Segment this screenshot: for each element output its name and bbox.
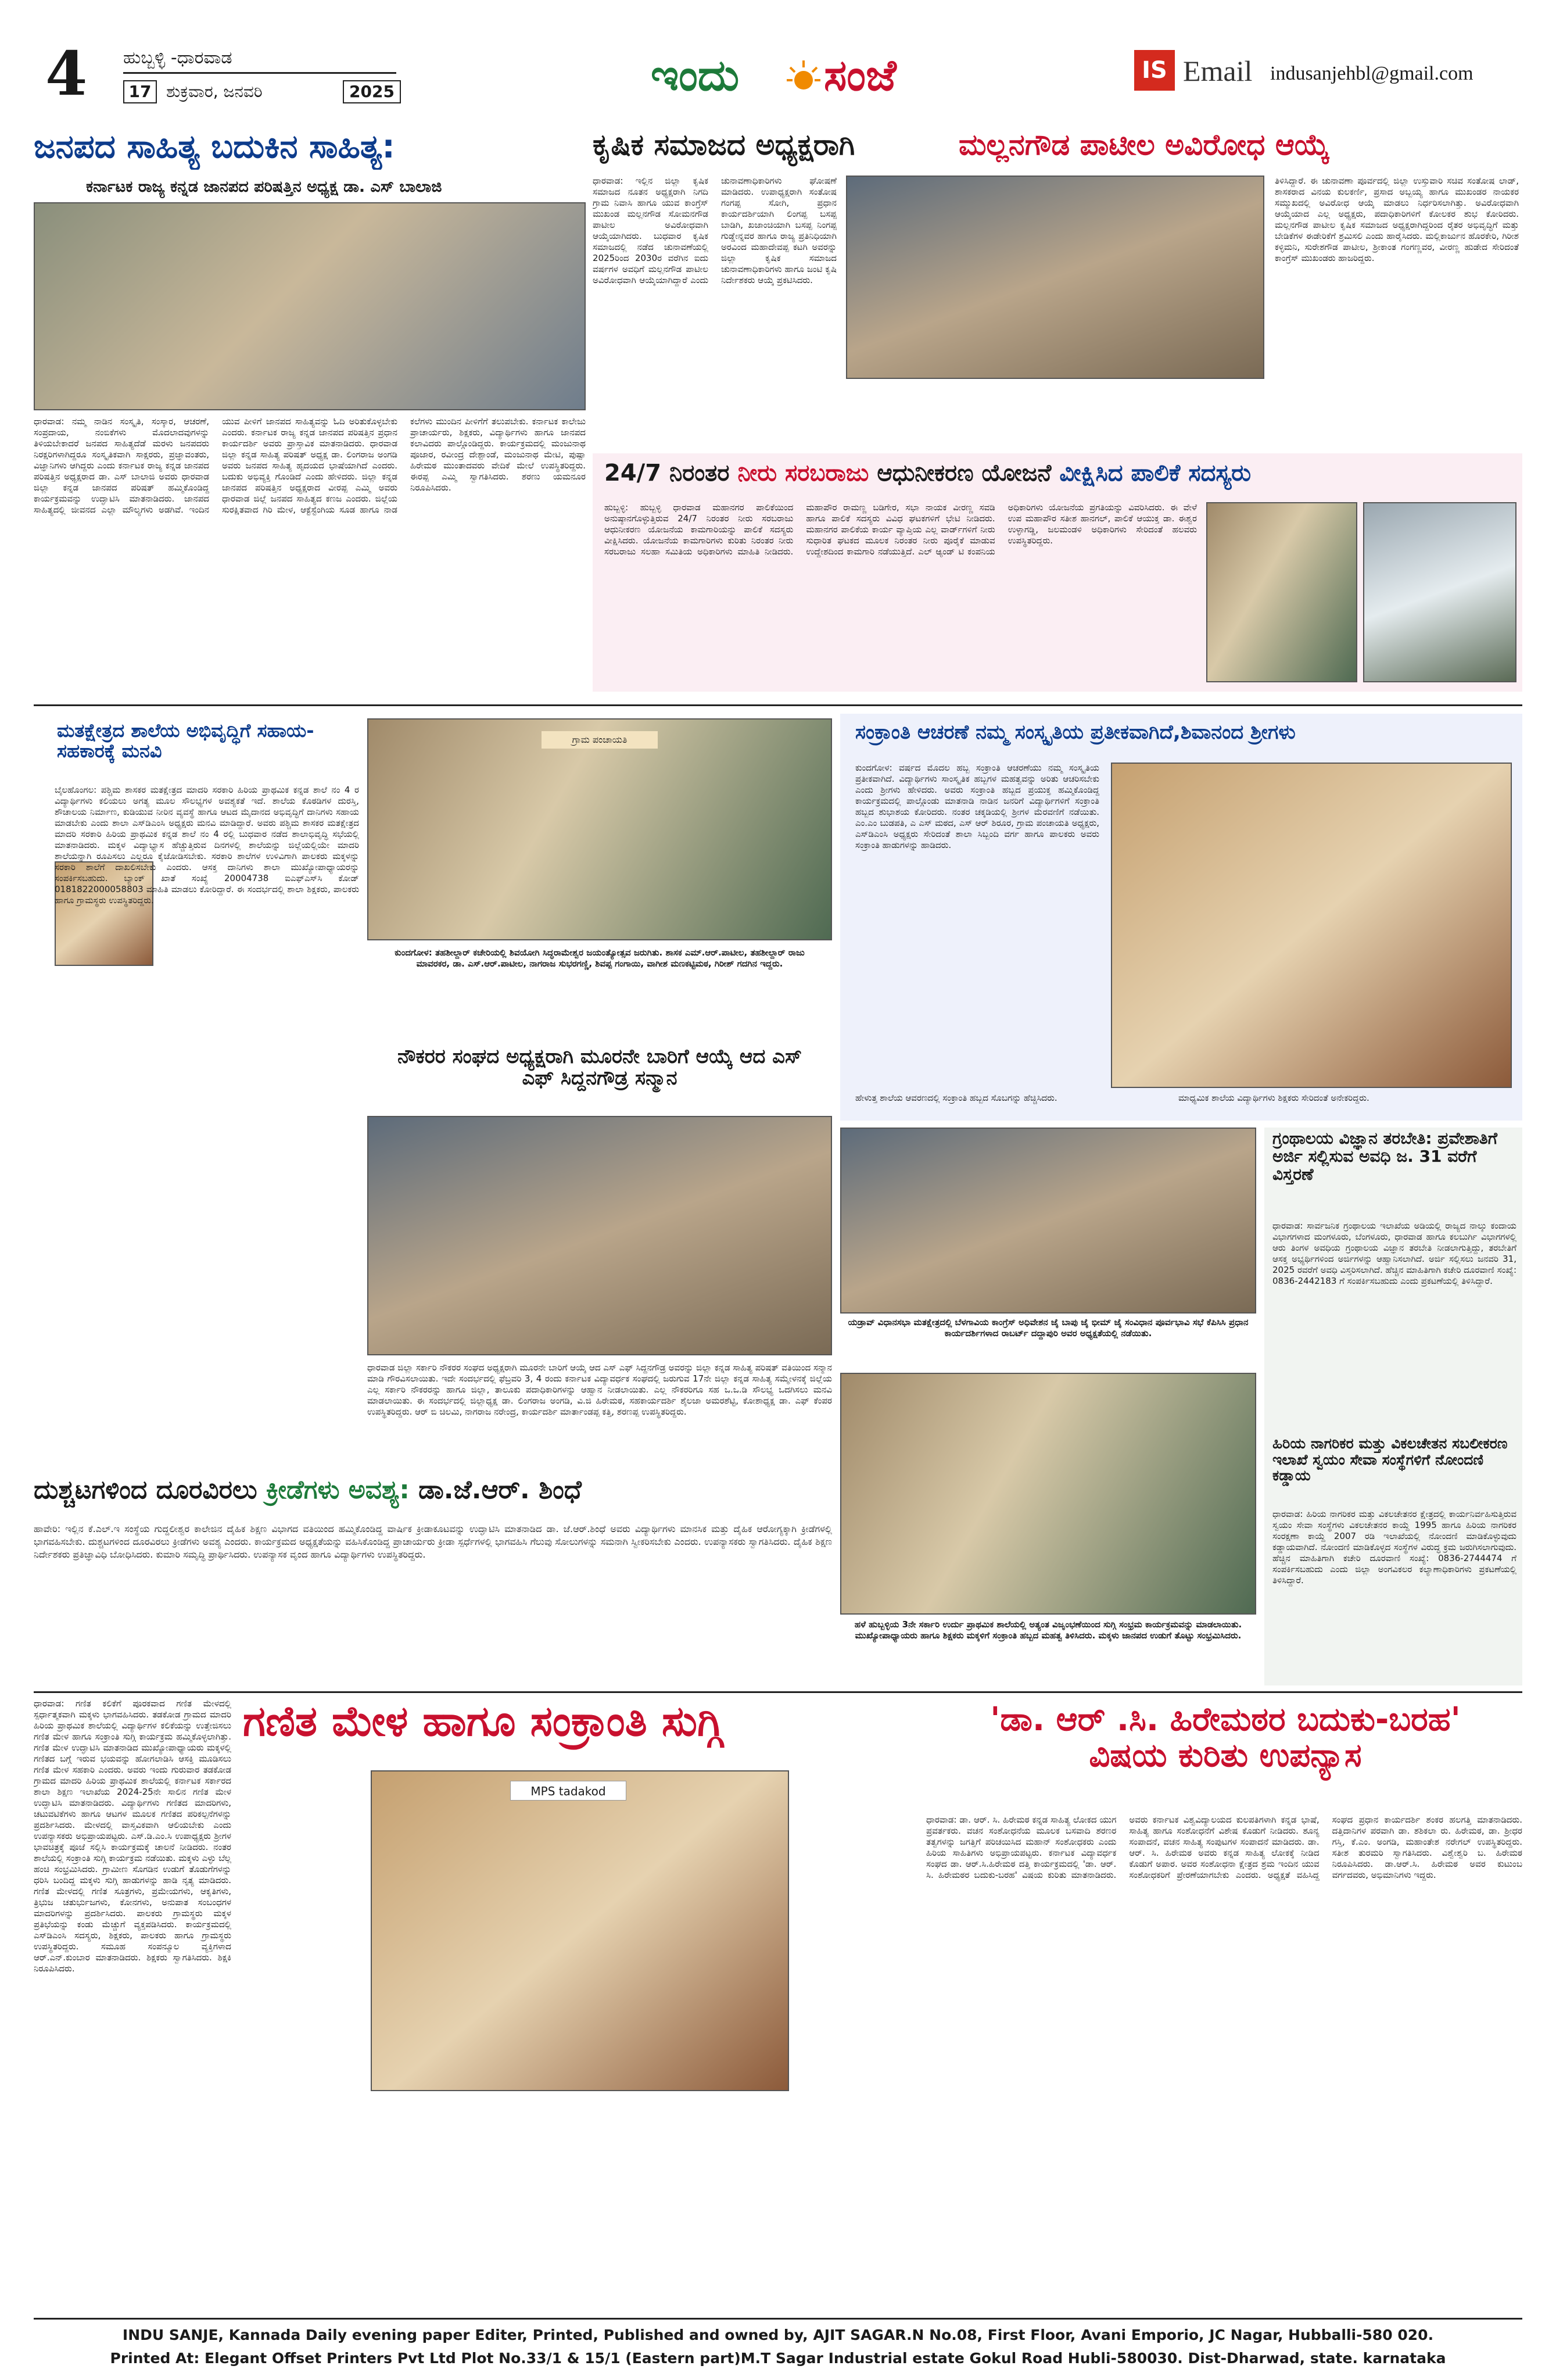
headline-2: ಹಿರಿಯ ನಾಗರಿಕರ ಮತ್ತು ವಿಕಲಚೇತನ ಸಬಲೀಕರಣ ಇಲಾಖೆ ಸ್ವಯಂ ಸೇವಾ ಸಂಸ್ಥೆಗಳಿಗೆ ನೋಂದಣಿ ಕಡ್ಡಾಯ	[1272, 1436, 1508, 1484]
story-body: ಬೈಲಹೊಂಗಲ: ಪಶ್ಚಿಮ ಶಾಸಕರ ಮತಕ್ಷೇತ್ರದ ಮಾದರಿ ಸರಕಾರಿ ಹಿರಿಯ ಪ್ರಾಥಮಿಕ ಕನ್ನಡ ಶಾಲೆ ನಂ 4 ರ ವಿದ್ಯಾರ್ಥಿಗಳು ಕಲಿಯಲು ಅಗತ್ಯ ಮೂಲ ಸೌಲಭ್ಯಗಳ ಅವಶ್ಯಕತೆ ಇದೆ. ಶಾಲೆಯ ಕೊಠಡಿಗಳ ದುರಸ್ತಿ, ಶೌಚಾಲಯ ನಿರ್ಮಾಣ, ಕುಡಿಯುವ ನೀರಿನ ವ್ಯವಸ್ಥೆ ಹಾಗೂ ಆಟದ ಮೈದಾನದ ಅಭಿವೃದ್ಧಿಗೆ ದಾನಿಗಳು ಸಹಾಯ ಮಾಡಬೇಕು ಎಂದು ಶಾಲಾ ಎಸ್‌ಡಿಎಂಸಿ ಅಧ್ಯಕ್ಷರು ಮನವಿ ಮಾಡಿದ್ದಾರೆ. ಅವರು ಪಶ್ಚಿಮ ಶಾಸಕರ ಮತಕ್ಷೇತ್ರದ ಮಾದರಿ ಸರಕಾರಿ ಹಿರಿಯ ಪ್ರಾಥಮಿಕ ಕನ್ನಡ ಶಾಲೆ ನಂ 4 ರಲ್ಲಿ ಬುಧವಾರ ನಡೆದ ಶಾಲಾಭಿವೃದ್ಧಿ ಸಭೆಯಲ್ಲಿ ಮಾತನಾಡಿದರು. ಮಕ್ಕಳ ವಿದ್ಯಾಭ್ಯಾಸ ಹೆಚ್ಚುತ್ತಿರುವ ದಿನಗಳಲ್ಲಿ ಶಾಲೆಯನ್ನು ಜಿಲ್ಲೆಯಲ್ಲಿಯೇ ಮಾದರಿ ಶಾಲೆಯನ್ನಾಗಿ ರೂಪಿಸಲು ಎಲ್ಲರೂ ಕೈಜೋಡಿಸಬೇಕು. ಸರಕಾರಿ ಶಾಲೆಗಳ ಉಳಿವಿಗಾಗಿ ಪಾಲಕರು ಮಕ್ಕಳನ್ನು ಸರಕಾರಿ ಶಾಲೆಗೆ ದಾಖಲಿಸಬೇಕು ಎಂದರು. ಆಸಕ್ತ ದಾನಿಗಳು ಶಾಲಾ ಮುಖ್ಯೋಪಾಧ್ಯಾಯರನ್ನು ಸಂಪರ್ಕಿಸಬಹುದು. ಬ್ಯಾಂಕ್ ಖಾತೆ ಸಂಖ್ಯೆ 20004738 ಐಎಫ್ಎಸ್‌ಸಿ ಕೋಡ್ 0181822000058803 ಮಾಹಿತಿ ಮಾಡಲು ಕೋರಿದ್ದಾರೆ. ಈ ಸಂದರ್ಭದಲ್ಲಿ ಶಾಲಾ ಶಿಕ್ಷಕರು, ಪಾಲಕರು ಹಾಗೂ ಗ್ರಾಮಸ್ಥರು ಉಪಸ್ಥಿತರಿದ್ದರು.	[55, 785, 359, 906]
suggi-photo	[840, 1373, 1256, 1615]
place-label: ಹುಬ್ಬಳ್ಳಿ -ಧಾರವಾಡ	[123, 48, 232, 68]
banner-sign: ಗ್ರಾಮ ಪಂಚಾಯತಿ	[542, 731, 658, 749]
story-body: ಧಾರವಾಡ ಜಿಲ್ಲಾ ಸರ್ಕಾರಿ ನೌಕರರ ಸಂಘದ ಅಧ್ಯಕ್ಷರಾಗಿ ಮೂರನೇ ಬಾರಿಗೆ ಆಯ್ಕೆ ಆದ ಎಸ್ ಎಫ್ ಸಿದ್ದನಗೌಡ್ರ ಅವರನ್ನು ಜಿಲ್ಲಾ ಕನ್ನಡ ಸಾಹಿತ್ಯ ಪರಿಷತ್ ವತಿಯಿಂದ ಸನ್ಮಾನ ಮಾಡಿ ಗೌರವಿಸಲಾಯಿತು. ಇದೇ ಸಂದರ್ಭದಲ್ಲಿ ಫೆಬ್ರವರಿ 3, 4 ರಂದು ಕರ್ನಾಟಕ ವಿದ್ಯಾವರ್ಧಕ ಸಂಘದಲ್ಲಿ ಜರುಗುವ 17ನೇ ಜಿಲ್ಲಾ ಕನ್ನಡ ಸಾಹಿತ್ಯ ಸಮ್ಮೇಳನಕ್ಕೆ ಜಿಲ್ಲೆಯ ಎಲ್ಲ ಸರ್ಕಾರಿ ನೌಕರರನ್ನು ಹಾಗೂ ಜಿಲ್ಲಾ, ತಾಲೂಕು ಪದಾಧಿಕಾರಿಗಳನ್ನು ಆಹ್ವಾನ ನೀಡಲಾಯಿತು. ಎಲ್ಲ ನೌಕರರಿಗೂ ಸಹ ಒ.ಒ.ಡಿ ಸೌಲಭ್ಯ ಒದಗಿಸಲು ಮನವಿ ಮಾಡಲಾಯಿತು. ಈ ಸಂದರ್ಭದಲ್ಲಿ ಜಿಲ್ಲಾಧ್ಯಕ್ಷ ಡಾ. ಲಿಂಗರಾಜ ಅಂಗಡಿ, ವಿ.ಜಿ ಹಿರೇಮಠ, ಸಹಕಾರ್ಯದರ್ಶಿ ಶೈಲಜಾ ಅಮರಶೆಟ್ಟಿ, ಕೋಶಾಧ್ಯಕ್ಷ ಡಾ. ಎಫ್ ಕೆಂಪರ ಉಪಸ್ಥಿತರಿದ್ದರು. ಆರ್ ಬಿ ಚಿಲಮಿ, ನಾಗರಾಜ ನರೇಂದ್ರ, ಕಾರ್ಯದರ್ಶಿ ಮಾರ್ತಾಂಡಪ್ಪ ಕತ್ತಿ, ಶರಣಪ್ಪ ಉಪಸ್ಥಿತರಿದ್ದರು.	[367, 1362, 832, 1417]
story-suggi-urdu-school	[840, 1373, 1256, 1681]
story-janapada	[34, 122, 586, 692]
headline: ಸಂಕ್ರಾಂತಿ ಆಚರಣೆ ನಮ್ಮ ಸಂಸ್ಕೃತಿಯ ಪ್ರತೀಕವಾಗಿದೆ,ಶಿವಾನಂದ ಶ್ರೀಗಳು	[855, 722, 1296, 744]
headline-part1: 24/7 ನಿರಂತರ	[604, 460, 730, 486]
story-school-appeal	[34, 714, 359, 1469]
date-rule	[123, 72, 396, 74]
email-label: Email	[1183, 55, 1253, 87]
section-divider	[34, 704, 1522, 706]
headline-part1: ಕೃಷಿಕ ಸಮಾಜದ ಅಧ್ಯಕ್ಷರಾಗಿ	[593, 129, 855, 162]
story-body-right-col	[801, 1770, 917, 2305]
story-body: ಧಾರವಾಡ: ನಮ್ಮ ನಾಡಿನ ಸಂಸ್ಕೃತಿ, ಸಂಸ್ಕಾರ, ಆಚರಣೆ, ಸಂಪ್ರದಾಯ, ನಂಬಿಕೆಗಳು ಮೊದಲಾದವುಗಳನ್ನು ತಿಳಿಯಬೇಕಾದರೆ ಜನಪದ ಸಾಹಿತ್ಯದೆಡೆ ಮರಳು ಜನಪದರು ನಿರಕ್ಷರಿಗಳಾಗಿದ್ದರೂ ಸಂಸ್ಕೃತಿಕವಾಗಿ ಸಾಕ್ಷರರು, ಪ್ರಜ್ಞಾವಂತರು, ವಿಜ್ಞಾನಿಗಳು ಆಗಿದ್ದರು ಎಂದು ಕರ್ನಾಟಕ ರಾಜ್ಯ ಕನ್ನಡ ಜಾನಪದ ಪರಿಷತ್ತಿನ ಅಧ್ಯಕ್ಷರಾದ ಡಾ. ಎಸ್ ಬಾಲಾಜಿ ಅವರು ಧಾರವಾಡ ಜಿಲ್ಲಾ ಕನ್ನಡ ಜಾನಪದ ಪರಿಷತ್ ಹಮ್ಮಿಕೊಂಡಿದ್ದ ಕಾರ್ಯಕ್ರಮವನ್ನು ಉದ್ಘಾಟಿಸಿ ಮಾತನಾಡಿದರು. ಜಾನಪದ ಸಾಹಿತ್ಯದಲ್ಲಿ ಜೀವನದ ಎಲ್ಲಾ ಮೌಲ್ಯಗಳು ಅಡಗಿವೆ. ಇಂದಿನ ಯುವ ಪೀಳಿಗೆ ಜಾನಪದ ಸಾಹಿತ್ಯವನ್ನು ಓದಿ ಅರಿತುಕೊಳ್ಳಬೇಕು ಎಂದರು. ಕರ್ನಾಟಕ ರಾಜ್ಯ ಕನ್ನಡ ಜಾನಪದ ಪರಿಷತ್ತಿನ ಪ್ರಧಾನ ಕಾರ್ಯದರ್ಶಿ ಅವರು ಪ್ರಾಸ್ತಾವಿಕ ಮಾತನಾಡಿದರು. ಧಾರವಾಡ ಜಿಲ್ಲಾ ಕನ್ನಡ ಸಾಹಿತ್ಯ ಪರಿಷತ್ ಅಧ್ಯಕ್ಷ ಡಾ. ಲಿಂಗರಾಜ ಅಂಗಡಿ ಅವರು ಜನಪದ ಸಾಹಿತ್ಯ ಹೃದಯದ ಭಾಷೆಯಾಗಿದೆ ಎಂದರು. ಬದುಕು ಅಭಿವ್ಯಕ್ತಿ ಗೊಂಡಿದೆ ಎಂದು ಹೇಳಿದರು. ಜಿಲ್ಲಾ ಕನ್ನಡ ಜಾನಪದ ಪರಿಷತ್ತಿನ ಅಧ್ಯಕ್ಷರಾದ ವೀರಪ್ಪ ಎಮ್ಮಿ ಅವರು ಧಾರವಾಡ ಜಿಲ್ಲೆ ಜನಪದ ಸಾಹಿತ್ಯದ ಕಣಜ ಎಂದರು. ಜಿಲ್ಲೆಯ ಸುರಕ್ಷಿತವಾದ ಗಿರಿ ಮೇಳ, ಆಕ್ಟೆಸ್ಟೆಂಗಿಯ ಸೂಡ ಹಾಗೂ ನಾಡ ಕಲೆಗಳು ಮುಂದಿನ ಪೀಳಿಗೆಗೆ ತಲುಪಬೇಕು. ಕರ್ನಾಟಕ ಕಾಲೇಜು ಪ್ರಾಚಾರ್ಯರು, ಶಿಕ್ಷಕರು, ವಿದ್ಯಾರ್ಥಿಗಳು ಹಾಗೂ ಜಾನಪದ ಕಲಾವಿದರು ಪಾಲ್ಗೊಂಡಿದ್ದರು. ಕಾರ್ಯಕ್ರಮದಲ್ಲಿ ಮಂಜುನಾಥ ಪೂಜಾರ, ರವೀಂದ್ರ ದೇಶ್ಪಾಂಡೆ, ಮಂಜುನಾಥ ಮೇಟಿ, ಪುಷ್ಪಾ ಹಿರೇಮಠ ಮುಂತಾದವರು ವೇದಿಕೆ ಮೇಲೆ ಉಪಸ್ಥಿತರಿದ್ದರು. ಈರಪ್ಪ ಎಮ್ಮಿ ಸ್ವಾಗತಿಸಿದರು. ಶರಣು ಯಮನೂರ ನಿರೂಪಿಸಿದರು.	[34, 416, 586, 515]
story-body: ಹುಬ್ಬಳ್ಳಿ: ಹುಬ್ಬಳ್ಳಿ ಧಾರವಾಡ ಮಹಾನಗರ ಪಾಲಿಕೆಯಿಂದ ಅನುಷ್ಠಾನಗೊಳ್ಳುತ್ತಿರುವ 24/7 ನಿರಂತರ ನೀರು ಸರಬರಾಜು ಆಧುನೀಕರಣ ಯೋಜನೆಯ ಕಾಮಗಾರಿಯನ್ನು ಪಾಲಿಕೆ ಸದಸ್ಯರು ವೀಕ್ಷಿಸಿದರು. ಯೋಜನೆಯ ಕಾಮಗಾರಿಗಳು ಕುರಿತು ನಿರಂತರ ನೀರು ಸರಬರಾಜು ಸಲಹಾ ಸಮಿತಿಯ ಅಧಿಕಾರಿಗಳು ಮಾಹಿತಿ ನೀಡಿದರು. ಮಹಾಪೌರ ರಾಮಣ್ಣ ಬಡಿಗೇರ, ಸಭಾ ನಾಯಕ ವೀರಣ್ಣ ಸವಡಿ ಹಾಗೂ ಪಾಲಿಕೆ ಸದಸ್ಯರು ವಿವಿಧ ಘಟಕಗಳಿಗೆ ಭೇಟಿ ನೀಡಿದರು. ಮಹಾನಗರ ಪಾಲಿಕೆಯ ಕಾರ್ಯ ವ್ಯಾಪ್ತಿಯ ಎಲ್ಲ ವಾರ್ಡ್‌ಗಳಿಗೆ ನೀರು ಸುಧಾರಿತ ಘಟಕದ ಮೂಲಕ ನಿರಂತರ ನೀರು ಪೂರೈಕೆ ಮಾಡುವ ಉದ್ದೇಶದಿಂದ ಕಾಮಗಾರಿ ನಡೆಯುತ್ತಿದೆ. ಎಲ್ ಆ್ಯಂಡ್ ಟಿ ಕಂಪನಿಯ ಅಧಿಕಾರಿಗಳು ಯೋಜನೆಯ ಪ್ರಗತಿಯನ್ನು ವಿವರಿಸಿದರು. ಈ ವೇಳೆ ಉಪ ಮಹಾಪೌರ ಸತೀಶ ಹಾನಗಲ್, ಪಾಲಿಕೆ ಆಯುಕ್ತ ಡಾ. ಈಶ್ವರ ಉಳ್ಳಾಗಡ್ಡಿ, ಜಲಮಂಡಳಿ ಅಧಿಕಾರಿಗಳು ಸೇರಿದಂತೆ ಹಲವರು ಉಪಸ್ಥಿತರಿದ್ದರು.	[604, 502, 1197, 557]
photo-label: MPS tadakod	[510, 1781, 626, 1801]
story-body-right: ತಿಳಿಸಿದ್ದಾರೆ. ಈ ಚುನಾವಣಾ ಪೂರ್ವದಲ್ಲಿ ಜಿಲ್ಲಾ ಉಸ್ತುವಾರಿ ಸಚಿವ ಸಂತೋಷ ಲಾಡ್, ಶಾಸಕರಾದ ವಿನಯ ಕುಲಕರ್ಣಿ, ಪ್ರಸಾದ ಅಬ್ಬಯ್ಯ ಹಾಗೂ ಮುಖಂಡರ ನಾಯಕರ ಸಮ್ಮುಖದಲ್ಲಿ ಅವಿರೋಧ ಆಯ್ಕೆ ಮಾಡಲು ನಿರ್ಧರಿಸಲಾಗಿತ್ತು. ಅವಿರೋಧವಾಗಿ ಆಯ್ಕೆಯಾದ ಎಲ್ಲ ಅಧ್ಯಕ್ಷರು, ಪದಾಧಿಕಾರಿಗಳಿಗೆ ಕೋಲಕರ ಶುಭ ಕೋರಿದರು. ಮಲ್ಲನಗೌಡ ಪಾಟೀಲ ಕೃಷಿಕ ಸಮಾಜದ ಅಧ್ಯಕ್ಷರಾಗಿದ್ದರಿಂದ ರೈತರ ಅಭಿವೃದ್ಧಿಗೆ ಮತ್ತು ಬೇಡಿಕೆಗಳ ಈಡೇರಿಕೆಗೆ ಶ್ರಮಿಸಲಿ ಎಂದು ಹಾರೈಸಿದರು. ಮಲ್ಲಿಕಾರ್ಜುನ ಹೊರಕೇರಿ, ಗಿರೀಶ ಕಳ್ಳಿಮನಿ, ಸುರೇಶಗೌಡ ಪಾಟೀಲ, ಶ್ರೀಕಾಂತ ಗಂಗಣ್ಣವರ, ವೀರಣ್ಣ ಹುಡೇದ ಸೇರಿದಂತೆ ಕಾಂಗ್ರೆಸ್ ಮುಖಂಡರು ಹಾಜರಿದ್ದರು.	[1275, 176, 1519, 263]
subhead: ಕರ್ನಾಟಕ ರಾಜ್ಯ ಕನ್ನಡ ಜಾನಪದ ಪರಿಷತ್ತಿನ ಅಧ್ಯಕ್ಷ ಡಾ. ಎಸ್ ಬಾಲಾಜಿ	[86, 178, 442, 196]
elected-photo	[846, 176, 1264, 379]
section-divider-2	[34, 1691, 1522, 1693]
story-body-2: ಧಾರವಾಡ: ಹಿರಿಯ ನಾಗರಿಕರ ಮತ್ತು ವಿಕಲಚೇತನರ ಕ್ಷೇತ್ರದಲ್ಲಿ ಕಾರ್ಯನಿರ್ವಹಿಸುತ್ತಿರುವ ಸ್ವಯಂ ಸೇವಾ ಸಂಸ್ಥೆಗಳು ವಿಕಲಚೇತನರ ಕಾಯ್ದೆ 1995 ಹಾಗೂ ಹಿರಿಯ ನಾಗರಿಕರ ಸಂರಕ್ಷಣಾ ಕಾಯ್ದೆ 2007 ರಡಿ ಇಲಾಖೆಯಲ್ಲಿ ನೋಂದಣಿ ಮಾಡಿಕೊಳ್ಳುವುದು ಕಡ್ಡಾಯವಾಗಿದೆ. ನೋಂದಣಿ ಮಾಡಿಕೊಳ್ಳದ ಸಂಸ್ಥೆಗಳ ವಿರುದ್ಧ ಕ್ರಮ ಜರುಗಿಸಲಾಗುವುದು. ಹೆಚ್ಚಿನ ಮಾಹಿತಿಗಾಗಿ ಕಚೇರಿ ದೂರವಾಣಿ ಸಂಖ್ಯೆ: 0836-2744474 ಗೆ ಸಂಪರ್ಕಿಸಬಹುದು ಎಂದು ಜಿಲ್ಲಾ ಅಂಗವಿಕಲರ ಕಲ್ಯಾಣಾಧಿಕಾರಿಗಳು ಪ್ರಕಟಣೆಯಲ್ಲಿ ತಿಳಿಸಿದ್ದಾರೆ.	[1272, 1509, 1516, 1586]
headline: ಜನಪದ ಸಾಹಿತ್ಯ ಬದುಕಿನ ಸಾಹಿತ್ಯ:	[34, 129, 395, 166]
headline	[34, 1476, 832, 1517]
water-plant-photo	[1363, 502, 1516, 682]
story-library-training	[1264, 1128, 1522, 1685]
story-body-lower	[371, 2099, 789, 2305]
headline-part1: ದುಶ್ಚಟಗಳಿಂದ ದೂರವಿರಲು	[34, 1476, 257, 1505]
headline: ಮತಕ್ಷೇತ್ರದ ಶಾಲೆಯ ಅಭಿವೃದ್ಧಿಗೆ ಸಹಾಯ-ಸಹಕಾರಕ್ಕೆ ಮನವಿ	[57, 721, 314, 763]
headline	[604, 460, 1522, 496]
footer-line-2: Printed At: Elegant Offset Printers Pvt Ltd Plot No.33/1 & 15/1 (Eastern part)M.T Sagar Industrial estate Gokul Road Hubli-580030. Dist-Dharwad, state. karnataka	[110, 2350, 1446, 2367]
footer-line-1: INDU SANJE, Kannada Daily evening paper Editer, Printed, Published and owned by, AJIT SAGAR.N No.08, First Floor, Avani Emporio, JC Nagar, Hubballi-580 020.	[122, 2327, 1434, 2343]
photo-caption: ಹಳೆ ಹುಬ್ಬಳ್ಳಿಯ 3ನೇ ಸರ್ಕಾರಿ ಉರ್ದು ಪ್ರಾಥಮಿಕ ಶಾಲೆಯಲ್ಲಿ ಅತ್ಯಂತ ವಿಜೃಂಭಣೆಯಿಂದ ಸುಗ್ಗಿ ಸಂಭ್ರಮ ಕಾರ್ಯಕ್ರಮವನ್ನು ಮಾಡಲಾಯಿತು. ಮುಖ್ಯೋಪಾಧ್ಯಾಯರು ಹಾಗೂ ಶಿಕ್ಷಕರು ಮಕ್ಕಳಿಗೆ ಸಂಕ್ರಾಂತಿ ಹಬ್ಬದ ಮಹತ್ವ ತಿಳಿಸಿದರು. ಮಕ್ಕಳು ಜಾನಪದ ಉಡುಗೆ ತೊಟ್ಟು ಸಂಭ್ರಮಿಸಿದರು.	[854, 1619, 1242, 1641]
headline-part2: ಕ್ರೀಡೆಗಳು ಅವಶ್ಯ:	[266, 1476, 410, 1505]
story-jayanti	[367, 714, 832, 1039]
story-hiremath-lecture	[926, 1698, 1522, 2309]
date-day: 17	[123, 80, 157, 103]
headline: 'ಡಾ. ಆರ್ .ಸಿ. ಹಿರೇಮಠರ ಬದುಕು-ಬರಹ' ವಿಷಯ ಕುರಿತು ಉಪನ್ಯಾಸ	[990, 1702, 1461, 1774]
headline-part2: ನೀರು ಸರಬರಾಜು	[737, 460, 869, 486]
paper-logo	[651, 41, 953, 110]
is-logo: IS	[1134, 50, 1175, 91]
headline-part2: ಮಲ್ಲನಗೌಡ ಪಾಟೀಲ ಅವಿರೋಧ ಆಯ್ಕೆ	[959, 129, 1330, 162]
story-body: ಧಾರವಾಡ: ಸಾರ್ವಜನಿಕ ಗ್ರಂಥಾಲಯ ಇಲಾಖೆಯ ಅಡಿಯಲ್ಲಿ ರಾಜ್ಯದ ನಾಲ್ಕು ಕಂದಾಯ ವಿಭಾಗಗಳಾದ ಮಂಗಳೂರು, ಬೆಂಗಳೂರು, ಧಾರವಾಡ ಹಾಗೂ ಕಲಬುರ್ಗಿ ವಿಭಾಗಗಳಲ್ಲಿ ಆರು ತಿಂಗಳ ಅವಧಿಯ ಗ್ರಂಥಾಲಯ ವಿಜ್ಞಾನ ತರಬೇತಿ ನೀಡಲಾಗುತ್ತಿದ್ದು, ತರಬೇತಿಗೆ ಆಸಕ್ತ ಅಭ್ಯರ್ಥಿಗಳಿಂದ ಅರ್ಜಿಗಳನ್ನು ಆಹ್ವಾನಿಸಲಾಗಿದೆ. ಅರ್ಜಿ ಸಲ್ಲಿಸಲು ಜನವರಿ 31, 2025 ರವರೆಗೆ ಅವಧಿ ವಿಸ್ತರಿಸಲಾಗಿದೆ. ಹೆಚ್ಚಿನ ಮಾಹಿತಿಗಾಗಿ ಕಚೇರಿ ದೂರವಾಣಿ ಸಂಖ್ಯೆ: 0836-2442183 ಗೆ ಸಂಪರ್ಕಿಸಬಹುದು ಎಂದು ಪ್ರಕಟಣೆಯಲ್ಲಿ ತಿಳಿಸಿದ್ದಾರೆ.	[1272, 1221, 1516, 1286]
story-body: ಹಾವೇರಿ: ಇಲ್ಲಿನ ಕೆ.ಎಲ್.ಇ ಸಂಸ್ಥೆಯ ಗುದ್ದಲೀಶ್ವರ ಕಾಲೇಜಿನ ದೈಹಿಕ ಶಿಕ್ಷಣ ವಿಭಾಗದ ವತಿಯಿಂದ ಹಮ್ಮಿಕೊಂಡಿದ್ದ ವಾರ್ಷಿಕ ಕ್ರೀಡಾಕೂಟವನ್ನು ಉದ್ಘಾಟಿಸಿ ಮಾತನಾಡಿದ ಡಾ. ಜೆ.ಆರ್.ಶಿಂಧೆ ಅವರು ವಿದ್ಯಾರ್ಥಿಗಳು ಮಾನಸಿಕ ಮತ್ತು ದೈಹಿಕ ಆರೋಗ್ಯಕ್ಕಾಗಿ ಕ್ರೀಡೆಗಳಲ್ಲಿ ಭಾಗವಹಿಸಬೇಕು. ದುಶ್ಚಟಗಳಿಂದ ದೂರವಿರಲು ಕ್ರೀಡೆಗಳು ಅವಶ್ಯ ಎಂದರು. ಕಾರ್ಯಕ್ರಮದ ಅಧ್ಯಕ್ಷತೆಯನ್ನು ವಹಿಸಿಕೊಂಡಿದ್ದ ಪ್ರಾಚಾರ್ಯರು ಕ್ರೀಡಾ ಸ್ಪರ್ಧೆಗಳಲ್ಲಿ ಭಾಗವಹಿಸಿ ಗೆಲುವು ಸೋಲುಗಳನ್ನು ಸಮನಾಗಿ ಸ್ವೀಕರಿಸಬೇಕು ಎಂದರು. ಉಪನ್ಯಾಸಕರು ಸ್ವಾಗತಿಸಿದರು. ದೈಹಿಕ ಶಿಕ್ಷಣ ನಿರ್ದೇಶಕರು ಪ್ರತಿಜ್ಞಾವಿಧಿ ಬೋಧಿಸಿದರು. ಕುಮಾರಿ ಸಮೃದ್ಧಿ ಪ್ರಾರ್ಥಿಸಿದರು. ಉಪನ್ಯಾಸಕ ವೃಂದ ಹಾಗೂ ವಿದ್ಯಾರ್ಥಿಗಳು ಉಪಸ್ಥಿತರಿದ್ದರು.	[34, 1523, 832, 1560]
story-body-left: ಧಾರವಾಡ: ಇಲ್ಲಿನ ಜಿಲ್ಲಾ ಕೃಷಿಕ ಸಮಾಜದ ನೂತನ ಅಧ್ಯಕ್ಷರಾಗಿ ನಿಗದಿ ಗ್ರಾಮ ನಿವಾಸಿ ಹಾಗೂ ಯುವ ಕಾಂಗ್ರೆಸ್ ಮುಖಂಡ ಮಲ್ಲನಗೌಡ ಸೋಮನಗೌಡ ಪಾಟೀಲ ಅವಿರೋಧವಾಗಿ ಆಯ್ಕೆಯಾಗಿದರು. ಬುಧವಾರ ಕೃಷಿಕ ಸಮಾಜದಲ್ಲಿ ನಡೆದ ಚುನಾವಣೆಯಲ್ಲಿ 2025ರಿಂದ 2030ರ ವರೆಗಿನ ಐದು ವರ್ಷಗಳ ಅವಧಿಗೆ ಮಲ್ಲನಗೌಡ ಪಾಟೀಲ ಅವಿರೋಧವಾಗಿ ಆಯ್ಕೆಯಾಗಿದ್ದಾರೆ ಎಂದು ಚುನಾವಣಾಧಿಕಾರಿಗಳು ಘೋಷಣೆ ಮಾಡಿದರು. ಉಪಾಧ್ಯಕ್ಷರಾಗಿ ಸಂತೋಷ ಗಂಗಪ್ಪ ಸೋಗಿ, ಪ್ರಧಾನ ಕಾರ್ಯದರ್ಶಿಯಾಗಿ ಲಿಂಗಪ್ಪ ಬಸಪ್ಪ ಬಾಡಿಗಿ, ಖಜಾಂಚಿಯಾಗಿ ಬಸಪ್ಪ ನಿಂಗಪ್ಪ ಗುಡ್ಡೇನ್ನವರ ಹಾಗೂ ರಾಜ್ಯ ಪ್ರತಿನಿಧಿಯಾಗಿ ಅರವಿಂದ ಮಹಾದೇವಪ್ಪ ಕಟಗಿ ಅವರನ್ನು ಜಿಲ್ಲಾ ಕೃಷಿಕ ಸಮಾಜದ ಚುನಾವಣಾಧಿಕಾರಿಗಳು ಹಾಗೂ ಜಂಟಿ ಕೃಷಿ ನಿರ್ದೇಶಕರು ಆಯ್ಕೆ ಪ್ರಕಟಿಸಿದರು.	[593, 176, 837, 285]
story-sports	[34, 1476, 832, 1680]
headline-part3: ಆಧುನೀಕರಣ ಯೋಜನೆ	[877, 460, 1052, 486]
jayanti-photo	[367, 718, 832, 940]
sankranti-photo	[1111, 763, 1512, 1088]
headline: ನೌಕರರ ಸಂಘದ ಅಧ್ಯಕ್ಷರಾಗಿ ಮೂರನೇ ಬಾರಿಗೆ ಆಯ್ಕೆ ಆದ ಎಸ್ ಎಫ್ ಸಿದ್ದನಗೌಡ್ರ ಸನ್ಮಾನ	[397, 1046, 802, 1090]
headline: ಗಣಿತ ಮೇಳ ಹಾಗೂ ಸಂಕ್ರಾಂತಿ ಸುಗ್ಗಿ	[243, 1698, 723, 1745]
event-photo	[34, 202, 586, 410]
story-sankranti	[840, 714, 1522, 1121]
masthead	[0, 0, 1556, 122]
photo-caption: ಕುಂದಗೋಳ: ತಹಶೀಲ್ದಾರ್ ಕಚೇರಿಯಲ್ಲಿ ಶಿವಯೋಗಿ ಸಿದ್ಧರಾಮೇಶ್ವರ ಜಯಂತ್ಯೋತ್ಸವ ಜರುಗಿತು. ಶಾಸಕ ಎಮ್.ಆರ್.ಪಾಟೀಲ, ತಹಶೀಲ್ದಾರ್ ರಾಜು ಮಾವರಕರ, ಡಾ. ಎಸ್.ಆರ್.ಪಾಟೀಲ, ನಾಗರಾಜ ಸುಭರಗಣ್ಣಿ, ಶಿವಪ್ಪ ಗಂಗಾಯಿ, ವಾಗೀಶ ಮಣಕಟ್ಟಿಮಠ, ಗಿರೀಶ್ ಗದಗಿನ ಇದ್ದರು.	[395, 947, 805, 969]
date-year: 2025	[343, 80, 401, 103]
members-photo	[1206, 502, 1357, 682]
story-body: ಕುಂದಗೋಳ: ವರ್ಷದ ಮೊದಲ ಹಬ್ಬ ಸಂಕ್ರಾಂತಿ ಆಚರಣೆಯು ನಮ್ಮ ಸಂಸ್ಕೃತಿಯ ಪ್ರತೀಕವಾಗಿದೆ. ವಿದ್ಯಾರ್ಥಿಗಳು ಸಾಂಸ್ಕೃತಿಕ ಹಬ್ಬಗಳ ಮಹತ್ವವನ್ನು ಅರಿತು ಆಚರಿಸಬೇಕು ಎಂದು ಶ್ರೀಗಳು ಹೇಳಿದರು. ಅವರು ಸಂಕ್ರಾಂತಿ ಹಬ್ಬದ ಪ್ರಯುಕ್ತ ಹಮ್ಮಿಕೊಂಡಿದ್ದ ಕಾರ್ಯಕ್ರಮದಲ್ಲಿ ಪಾಲ್ಗೊಂಡು ಮಾತನಾಡಿ ನಾಡಿನ ಜನರಿಗೆ ವಿದ್ಯಾರ್ಥಿಗಳಿಗೆ ಸಂಕ್ರಾಂತಿ ಹಬ್ಬದ ಶುಭಾಶಯ ಕೋರಿದರು. ನಂತರ ಚಕ್ಕಡಿಯಲ್ಲಿ ಶ್ರೀಗಳ ಮೆರವಣಿಗೆ ನಡೆಯಿತು. ಎಂ.ಎಂ ಬುಡಪತಿ, ಎ ಎಸ್ ಮಠದ, ಎಸ್ ಆರ್ ಶಿರೂರ, ಗ್ರಾಮ ಪಂಚಾಯತಿ ಅಧ್ಯಕ್ಷರು, ಎಸ್‌ಡಿಎಂಸಿ ಅಧ್ಯಕ್ಷರು ಸೇರಿದಂತೆ ಶಾಲಾ ಸಿಬ್ಬಂದಿ ವರ್ಗ ಹಾಗೂ ಪಾಲಕರು ಅವರು ಸಂಕ್ರಾಂತಿ ಹಾಡುಗಳನ್ನು ಹಾಡಿದರು.	[855, 763, 1099, 850]
story-employees-union	[367, 1046, 832, 1469]
caption-left: ಹೇಳುತ್ತ ಶಾಲೆಯ ಆವರಣದಲ್ಲಿ ಸಂಕ್ರಾಂತಿ ಹಬ್ಬದ ಸೊಬಗನ್ನು ಹೆಚ್ಚಿಸಿದರು.	[855, 1093, 1057, 1103]
maths-fair-photo	[371, 1770, 789, 2091]
headline: ಗ್ರಂಥಾಲಯ ವಿಜ್ಞಾನ ತರಬೇತಿ: ಪ್ರವೇಶಾತಿಗೆ ಅರ್ಜಿ ಸಲ್ಲಿಸುವ ಅವಧಿ ಜ. 31 ವರೆಗೆ ವಿಸ್ತರಣೆ	[1272, 1130, 1497, 1184]
sun-icon	[786, 58, 822, 94]
story-congress-meet	[840, 1128, 1256, 1369]
story-body-left-col	[243, 1770, 359, 2305]
story-body: ಧಾರವಾಡ: ಡಾ. ಆರ್. ಸಿ. ಹಿರೇಮಠ ಕನ್ನಡ ಸಾಹಿತ್ಯ ಲೋಕದ ಯುಗ ಪ್ರವರ್ತಕರು. ವಚನ ಸಂಶೋಧನೆಯ ಮೂಲಕ ಬಸವಾದಿ ಶರಣರ ತತ್ವಗಳನ್ನು ಜಗತ್ತಿಗೆ ಪರಿಚಯಿಸಿದ ಮಹಾನ್ ಸಂಶೋಧಕರು ಎಂದು ಹಿರಿಯ ಸಾಹಿತಿಗಳು ಅಭಿಪ್ರಾಯಪಟ್ಟರು. ಕರ್ನಾಟಕ ವಿದ್ಯಾವರ್ಧಕ ಸಂಘದ ಡಾ. ಆರ್.ಸಿ.ಹಿರೇಮಠ ದತ್ತಿ ಕಾರ್ಯಕ್ರಮದಲ್ಲಿ 'ಡಾ. ಆರ್. ಸಿ. ಹಿರೇಮಠರ ಬದುಕು-ಬರಹ' ವಿಷಯ ಕುರಿತು ಮಾತನಾಡಿದರು. ಅವರು ಕರ್ನಾಟಕ ವಿಶ್ವವಿದ್ಯಾಲಯದ ಕುಲಪತಿಗಳಾಗಿ ಕನ್ನಡ ಭಾಷೆ, ಸಾಹಿತ್ಯ ಹಾಗೂ ಸಂಶೋಧನೆಗೆ ವಿಶೇಷ ಕೊಡುಗೆ ನೀಡಿದರು. ಶೂನ್ಯ ಸಂಪಾದನೆ, ವಚನ ಸಾಹಿತ್ಯ ಸಂಪುಟಗಳ ಸಂಪಾದನೆ ಮಾಡಿದರು. ಡಾ. ಆರ್. ಸಿ. ಹಿರೇಮಠ ಅವರು ಕನ್ನಡ ಸಾಹಿತ್ಯ ಲೋಕಕ್ಕೆ ನೀಡಿದ ಕೊಡುಗೆ ಅಪಾರ. ಅವರ ಸಂಶೋಧನಾ ಕ್ಷೇತ್ರದ ಶ್ರಮ ಇಂದಿನ ಯುವ ಸಂಶೋಧಕರಿಗೆ ಪ್ರೇರಣೆಯಾಗಬೇಕು ಎಂದರು. ಅಧ್ಯಕ್ಷತೆ ವಹಿಸಿದ್ದ ಸಂಘದ ಪ್ರಧಾನ ಕಾರ್ಯದರ್ಶಿ ಶಂಕರ ಹಲಗತ್ತಿ ಮಾತನಾಡಿದರು. ದತ್ತಿದಾನಿಗಳ ಪರವಾಗಿ ಡಾ. ಶಶಿಕಲಾ ರು. ಹಿರೇಮಠ, ಡಾ. ಶ್ರೀಧರ ಗಸ್ತಿ, ಕೆ.ಎಂ. ಅಂಗಡಿ, ಮಹಾಂತೇಶ ನರೇಗಲ್ ಉಪಸ್ಥಿತರಿದ್ದರು. ಸತೀಶ ತುರಮರಿ ಸ್ವಾಗತಿಸಿದರು. ವಿಶ್ವೇಶ್ವರಿ ಬ. ಹಿರೇಮಠ ನಿರೂಪಿಸಿದರು. ಡಾ.ಆರ್.ಸಿ. ಹಿರೇಮಠ ಅವರ ಕುಟುಂಬ ವರ್ಗದವರು, ಅಭಿಮಾನಿಗಳು ಇದ್ದರು.	[926, 1814, 1522, 1880]
story-krishika	[593, 122, 1522, 448]
date-text: ಶುಕ್ರವಾರ, ಜನವರಿ	[166, 82, 263, 101]
paper-name-left: ಇಂದು	[651, 51, 740, 101]
caption-right: ಮಾಧ್ಯಮಿಕ ಶಾಲೆಯ ವಿದ್ಯಾರ್ಥಿಗಳು ಶಿಕ್ಷಕರು ಸೇರಿದಂತೆ ಅನೇಕರಿದ್ದರು.	[1178, 1093, 1369, 1103]
story-maths-fair	[34, 1698, 917, 2309]
headline-part3: ಡಾ.ಜೆ.ಆರ್. ಶಿಂಧೆ	[418, 1476, 582, 1505]
page-number: 4	[45, 42, 88, 106]
story-water-supply	[593, 453, 1522, 692]
story-body-intro: ಧಾರವಾಡ: ಗಣಿತ ಕಲಿಕೆಗೆ ಪೂರಕವಾದ ಗಣಿತ ಮೇಳದಲ್ಲಿ ಸ್ಪರ್ಧಾತ್ಮಕವಾಗಿ ಮಕ್ಕಳು ಭಾಗವಹಿಸಿದರು. ತಡಕೋಡ ಗ್ರಾಮದ ಮಾದರಿ ಹಿರಿಯ ಪ್ರಾಥಮಿಕ ಶಾಲೆಯಲ್ಲಿ ವಿದ್ಯಾರ್ಥಿಗಳ ಕಲಿಕೆಯನ್ನು ಉತ್ತೇಜಿಸಲು ಗಣಿತ ಮೇಳ ಹಾಗೂ ಸಂಕ್ರಾಂತಿ ಸುಗ್ಗಿ ಕಾರ್ಯಕ್ರಮ ಹಮ್ಮಿಕೊಳ್ಳಲಾಗಿತ್ತು. ಗಣಿತ ಮೇಳ ಉದ್ಘಾಟಿಸಿ ಮಾತನಾಡಿದ ಮುಖ್ಯೋಪಾಧ್ಯಾಯರು ಮಕ್ಕಳಲ್ಲಿ ಗಣಿತದ ಬಗ್ಗೆ ಇರುವ ಭಯವನ್ನು ಹೋಗಲಾಡಿಸಿ ಆಸಕ್ತಿ ಮೂಡಿಸಲು ಗಣಿತ ಮೇಳ ಸಹಕಾರಿ ಎಂದರು. ಅವರು ಇಂದು ಗುರುವಾರ ತಡಕೋಡ ಗ್ರಾಮದ ಮಾದರಿ ಹಿರಿಯ ಪ್ರಾಥಮಿಕ ಶಾಲೆಯಲ್ಲಿ ಕರ್ನಾಟಕ ಸರ್ಕಾರದ ಶಾಲಾ ಶಿಕ್ಷಣ ಇಲಾಖೆಯ 2024-25ನೇ ಸಾಲಿನ ಗಣಿತ ಮೇಳ ಉದ್ಘಾಟಿಸಿ ಮಾತನಾಡಿದರು. ವಿದ್ಯಾರ್ಥಿಗಳು ಗಣಿತದ ಮಾದರಿಗಳು, ಚಟುವಟಿಕೆಗಳು ಹಾಗೂ ಆಟಗಳ ಮೂಲಕ ಗಣಿತದ ಪರಿಕಲ್ಪನೆಗಳನ್ನು ಪ್ರದರ್ಶಿಸಿದರು. ಮೇಳದಲ್ಲಿ ವಾಸ್ತವಿಕವಾಗಿ ಆಲಿಯಬೇಕು ಎಂದು ಉಪನ್ಯಾಸಕರು ಅಭಿಪ್ರಾಯಪಟ್ಟರು. ಎಸ್.ಡಿ.ಎಂ.ಸಿ ಉಪಾಧ್ಯಕ್ಷರು ಶ್ರೀಗಳ ಭಾವಚಿತ್ರಕ್ಕೆ ಪೂಜೆ ಸಲ್ಲಿಸಿ ಕಾರ್ಯಕ್ರಮಕ್ಕೆ ಚಾಲನೆ ನೀಡಿದರು. ನಂತರ ಶಾಲೆಯಲ್ಲಿ ಸಂಕ್ರಾಂತಿ ಸುಗ್ಗಿ ಕಾರ್ಯಕ್ರಮ ನಡೆಯಿತು. ಮಕ್ಕಳು ಎಳ್ಳು ಬೆಲ್ಲ ಹಂಚಿ ಸಂಭ್ರಮಿಸಿದರು. ಗ್ರಾಮೀಣ ಸೊಗಡಿನ ಉಡುಗೆ ತೊಡುಗೆಗಳನ್ನು ಧರಿಸಿ ಬಂದಿದ್ದ ಮಕ್ಕಳು ಸುಗ್ಗಿ ಹಾಡುಗಳನ್ನು ಹಾಡಿ ನೃತ್ಯ ಮಾಡಿದರು. ಗಣಿತ ಮೇಳದಲ್ಲಿ ಗಣಿತ ಸೂತ್ರಗಳು, ಪ್ರಮೇಯಗಳು, ಆಕೃತಿಗಳು, ತ್ರಿಭುಜ ಚತುರ್ಭುಜಗಳು, ಕೋನಗಳು, ಅನುಪಾತ ಸಂಬಂಧಗಳ ಮಾದರಿಗಳನ್ನು ಪ್ರದರ್ಶಿಸಿದರು. ಪಾಲಕರು ಗ್ರಾಮಸ್ಥರು ಮಕ್ಕಳ ಪ್ರತಿಭೆಯನ್ನು ಕಂಡು ಮೆಚ್ಚುಗೆ ವ್ಯಕ್ತಪಡಿಸಿದರು. ಕಾರ್ಯಕ್ರಮದಲ್ಲಿ ಎಸ್‌ಡಿಎಂಸಿ ಸದಸ್ಯರು, ಶಿಕ್ಷಕರು, ಪಾಲಕರು ಹಾಗೂ ಗ್ರಾಮಸ್ಥರು ಉಪಸ್ಥಿತರಿದ್ದರು. ಸಮೂಹ ಸಂಪನ್ಮೂಲ ವ್ಯಕ್ತಿಗಳಾದ ಆರ್.ಎನ್.ಕುಂಬಾರ ಮಾತನಾಡಿದರು. ಶಿಕ್ಷಕರು ಸ್ವಾಗತಿಸಿದರು. ಶಿಕ್ಷಕಿ ನಿರೂಪಿಸಿದರು.	[34, 1698, 231, 1974]
photo-caption: ಯಡ್ರಾವ್ ವಿಧಾನಸಭಾ ಮತಕ್ಷೇತ್ರದಲ್ಲಿ ಬೆಳಗಾವಿಯ ಕಾಂಗ್ರೆಸ್ ಅಧಿವೇಶನ ಜೈ ಬಾಪು ಜೈ ಭೀಮ್ ಜೈ ಸಂವಿಧಾನ ಪೂರ್ವಭಾವಿ ಸಭೆ ಕೆಪಿಸಿಸಿ ಪ್ರಧಾನ ಕಾರ್ಯದರ್ಶಿಗಳಾದ ರಾಬರ್ಟ್ ದದ್ದಾಪುರಿ ಅವರ ಅಧ್ಯಕ್ಷತೆಯಲ್ಲಿ ನಡೆಯಿತು.	[848, 1317, 1249, 1338]
paper-name-right: ಸಂಜೆ	[824, 51, 897, 101]
meeting-photo	[840, 1128, 1256, 1314]
footer-rule	[34, 2318, 1522, 2320]
email-address: indusanjehbl@gmail.com	[1270, 63, 1473, 84]
felicitation-photo	[367, 1116, 832, 1355]
headline-part4: ವೀಕ್ಷಿಸಿದ ಪಾಲಿಕೆ ಸದಸ್ಯರು	[1059, 460, 1252, 486]
